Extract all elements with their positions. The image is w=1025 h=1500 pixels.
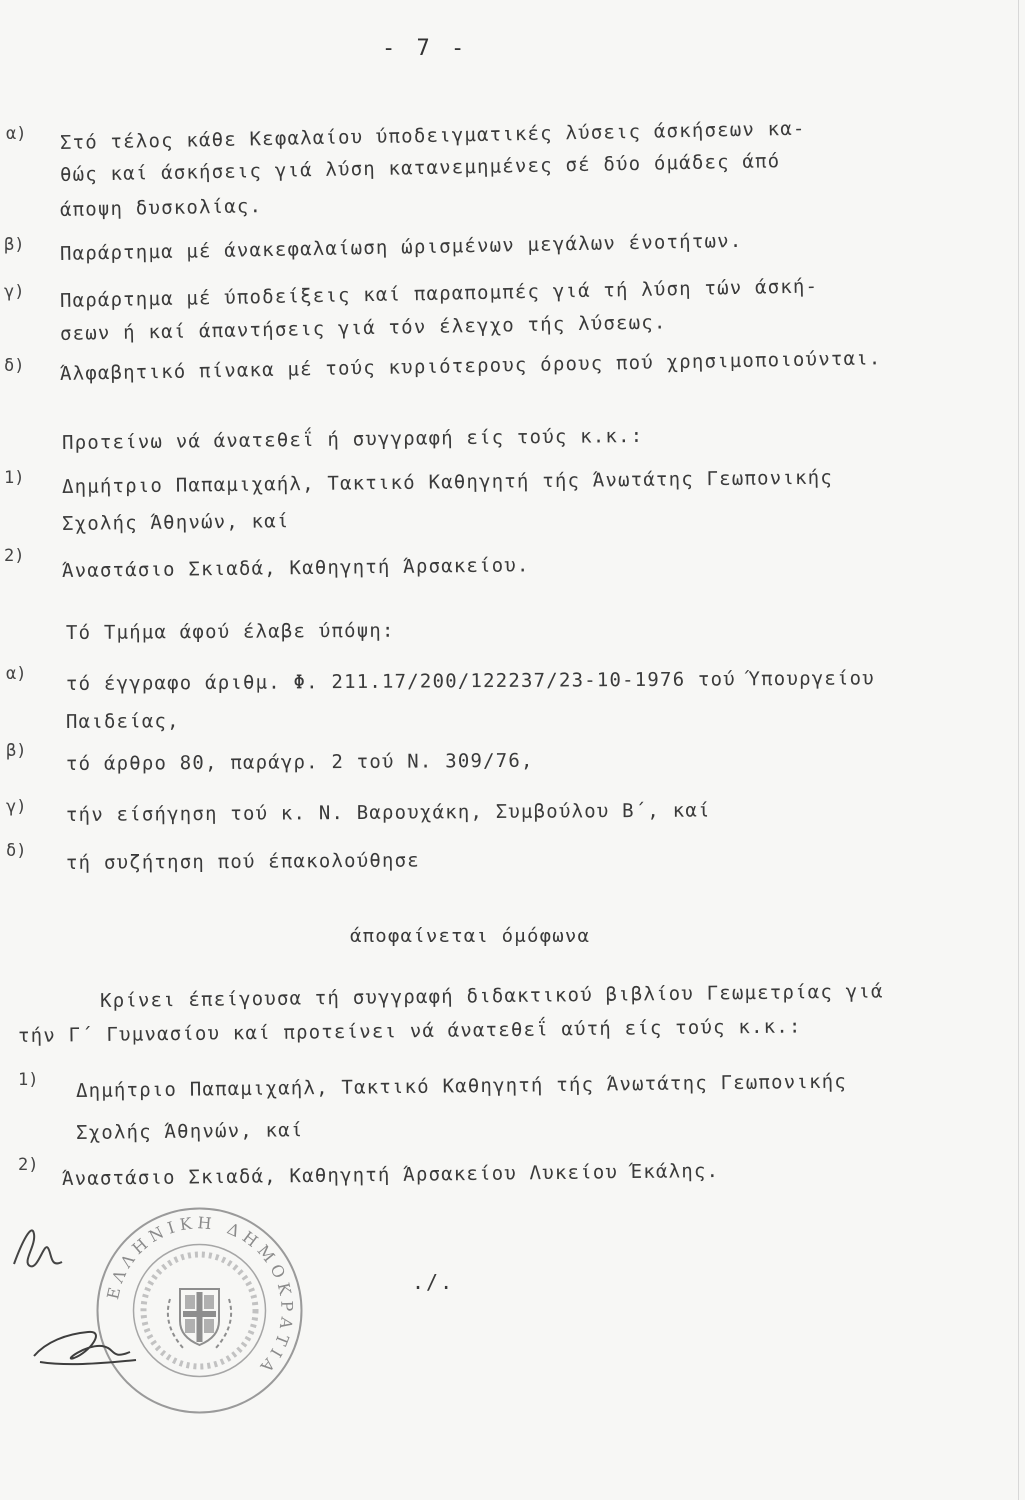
- author-label: 2): [18, 1155, 39, 1175]
- item-line: Παράρτημα μέ ύποδείξεις καί παραπομπές γιά τή λύση τών άσκή-: [59, 275, 819, 312]
- author-line: Άναστάσιο Σκιαδά, Καθηγητή Άρσακείου Λυκείου Έκάλης.: [61, 1159, 720, 1190]
- decision-heading: άποφαίνεται όμόφωνα: [350, 925, 591, 947]
- item-label: α): [6, 124, 27, 144]
- decision-line: Κρίνει έπείγουσα τή συγγραφή διδακτικού βιβλίου Γεωμετρίας γιά: [99, 980, 884, 1012]
- item-line: Παράρτημα μέ άνακεφαλαίωση ώρισμένων μεγάλων ένοτήτων.: [59, 229, 743, 265]
- decision-line: τήν Γ΄ Γυμνασίου καί προτείνει νά άνατεθεΐ αύτή είς τούς κ.κ.:: [17, 1015, 802, 1047]
- author-label: 1): [4, 468, 25, 488]
- closing-mark: ./.: [412, 1270, 455, 1294]
- scan-edge: [1018, 0, 1019, 1500]
- department-intro: Τό Τμήμα άφού έλαβε ύπόψη:: [65, 619, 395, 644]
- item-line: Άλφαβητικό πίνακα μέ τούς κυριότερους όρους πού χρησιμοποιούνται.: [59, 347, 882, 385]
- author-line: Σχολής Άθηνών, καί: [61, 510, 290, 535]
- consideration-label: δ): [6, 841, 27, 861]
- consideration-label: α): [6, 664, 27, 684]
- proposal-intro: Προτείνω νά άνατεθεΐ ή συγγραφή είς τούς κ.κ.:: [61, 424, 644, 454]
- svg-text:ΕΛΛΗΝΙΚΗ ΔΗΜΟΚΡΑΤΙΑ: ΕΛΛΗΝΙΚΗ ΔΗΜΟΚΡΑΤΙΑ: [103, 1213, 297, 1380]
- item-line: σεων ή καί άπαντήσεις γιά τόν έλεγχο τής λύσεως.: [59, 311, 667, 345]
- author-label: 2): [4, 546, 25, 566]
- official-seal-icon: [92, 1203, 307, 1418]
- item-label: γ): [4, 282, 25, 302]
- handwritten-initials-icon: [8, 1212, 68, 1282]
- handwritten-signature-icon: [26, 1312, 141, 1374]
- author-line: Άναστάσιο Σκιαδά, Καθηγητή Άρσακείου.: [61, 554, 530, 582]
- author-line: Δημήτριο Παπαμιχαήλ, Τακτικό Καθηγητή τής Άνωτάτης Γεωπονικής: [61, 466, 834, 498]
- page-number: - 7 -: [382, 36, 469, 61]
- item-line: θώς καί άσκήσεις γιά λύση κατανεμημένες σέ δύο όμάδες άπό: [59, 150, 781, 186]
- author-line: Δημήτριο Παπαμιχαήλ, Τακτικό Καθηγητή τής Άνωτάτης Γεωπονικής: [75, 1070, 848, 1102]
- consideration-line: Παιδείας,: [65, 710, 180, 733]
- item-label: δ): [4, 356, 25, 376]
- author-line: Σχολής Άθηνών, καί: [75, 1119, 304, 1144]
- consideration-line: τό έγγραφο άριθμ. Φ. 211.17/200/122237/23-10-1976 τού Ύπουργείου: [65, 667, 875, 695]
- author-label: 1): [18, 1070, 39, 1090]
- consideration-label: β): [6, 741, 27, 761]
- consideration-line: τή συζήτηση πού έπακολούθησε: [65, 849, 420, 874]
- item-label: β): [4, 235, 25, 255]
- item-line: Στό τέλος κάθε Κεφαλαίου ύποδειγματικές λύσεις άσκήσεων κα-: [59, 117, 806, 154]
- consideration-line: τήν είσήγηση τού κ. Ν. Βαρουχάκη, Συμβούλου Β΄, καί: [65, 799, 711, 826]
- item-line: άποψη δυσκολίας.: [59, 195, 263, 221]
- consideration-label: γ): [6, 797, 27, 817]
- consideration-line: τό άρθρο 80, παράγρ. 2 τού Ν. 309/76,: [65, 749, 534, 775]
